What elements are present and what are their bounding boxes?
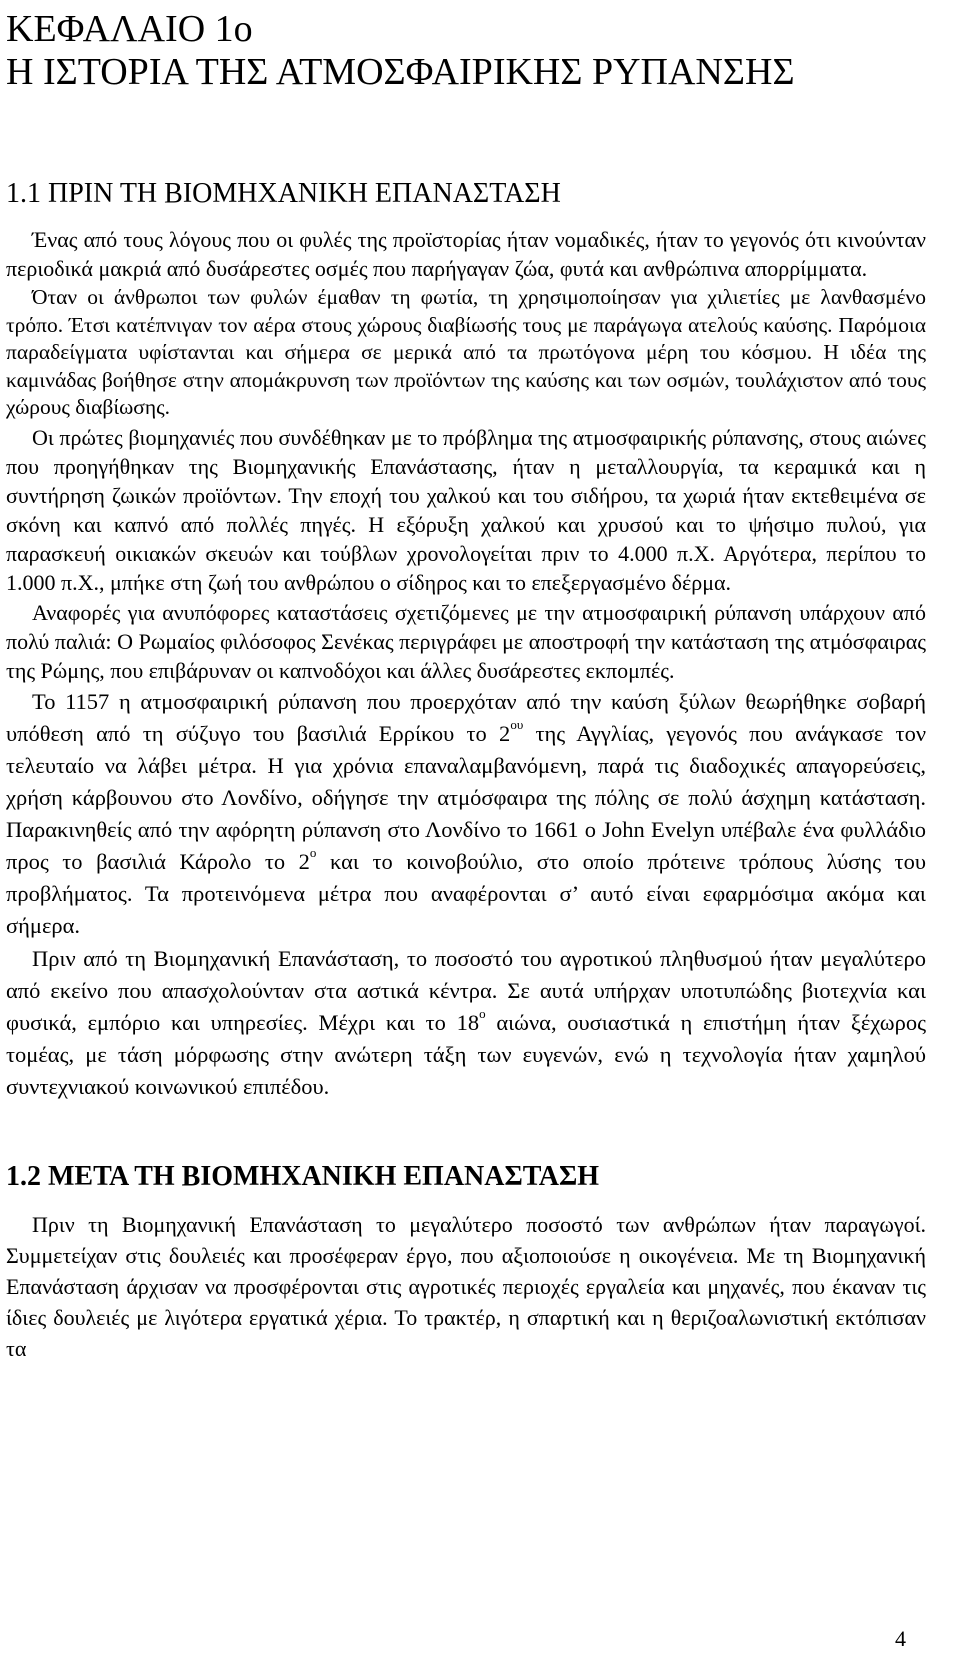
paragraph: Ένας από τους λόγους που οι φυλές της προϊστορίας ήταν νομαδικές, ήταν το γεγονός ότι κινούνταν περιοδικά μακριά από δυσάρεστες οσμές που παρήγαγαν ζώα, φυτά και ανθρώπινα απορρίμματα. — [6, 227, 926, 281]
section-heading-1-2: 1.2 ΜΕΤΑ ΤΗ ΒΙΟΜΗΧΑΝΙΚΗ ΕΠΑΝΑΣΤΑΣΗ — [6, 1160, 600, 1192]
text-run: και το κοινοβούλιο, στο οποίο πρότεινε τρόπους λύσης του προβλήματος. Τα προτεινόμενα μέτρα που αναφέρονται σ’ αυτό είναι εφαρμόσιμα ακόμα και σήμερα. — [6, 848, 926, 938]
paragraph: Αναφορές για ανυπόφορες καταστάσεις σχετιζόμενες με την ατμοσφαιρική ρύπανση υπάρχουν από πολύ παλιά: Ο Ρωμαίος φιλόσοφος Σενέκας περιγράφει με αποστροφή την κατάσταση της ατμόσφαιρας της Ρώμης, που επιβάρυναν οι καπνοδόχοι και άλλες δυσάρεστες εκπομπές. — [6, 599, 926, 683]
superscript: ο — [479, 1006, 486, 1021]
text-run: Πριν από τη Βιομηχανική Επανάσταση, το ποσοστό του αγροτικού πληθυσμού ήταν μεγαλύτερο από εκείνο που απασχολούνταν στα αστικά κέντρα. Σε αυτά υπήρχαν υποτυπώδης βιοτεχνία και φυσικά, εμπόριο και υπηρεσίες. Μέχρι και το 18 — [6, 945, 926, 1035]
chapter-subtitle: Η ΙΣΤΟΡΙΑ ΤΗΣ ΑΤΜΟΣΦΑΙΡΙΚΗΣ ΡΥΠΑΝΣΗΣ — [6, 51, 795, 93]
paragraph — [6, 943, 926, 1103]
superscript: ο — [309, 845, 317, 860]
superscript: ου — [510, 717, 524, 732]
chapter-number: ΚΕΦΑΛΑΙΟ 1ο — [6, 8, 253, 50]
section-1-1-body — [6, 225, 926, 1103]
paragraph: Οι πρώτες βιομηχανιές που συνδέθηκαν με το πρόβλημα της ατμοσφαιρικής ρύπανσης, στους αιώνες που προηγήθηκαν της Βιομηχανικής Επανάστασης, ήταν η μεταλλουργία, τα κεραμικά και η συντήρηση ζωικών προϊόντων. Την εποχή του χαλκού και του σιδήρου, τα χωριά ήταν εκτεθειμένα σε σκόνη και καπνό από πολλές πηγές. Η εξόρυξη χαλκού και χρυσού και το ψήσιμο πυλού, για παρασκευή οικιακών σκευών και τούβλων χρονολογείται πριν το 4.000 π.Χ. Αργότερα, περίπου το 1.000 π.Χ., μπήκε στη ζωή του ανθρώπου ο σίδηρος και το επεξεργασμένο δέρμα. — [6, 424, 926, 595]
text-run: Το 1157 η ατμοσφαιρική ρύπανση που προερχόταν από την καύση ξύλων θεωρήθηκε σοβαρή υπόθεση από τη σύζυγο του βασιλιά Ερρίκου το 2 — [6, 688, 926, 746]
paragraph: Όταν οι άνθρωποι των φυλών έμαθαν τη φωτία, τη χρησιμοποίησαν για χιλιετίες με λανθασμένο τρόπο. Έτσι κατέπνιγαν τον αέρα στους χώρους διαβίωσής τους με παράγωγα ατελούς καύσης. Παρόμοια παραδείγματα υφίστανται και σήμερα σε μερικά από τα πρωτόγονα μέρη του κόσμου. Η ιδέα της καμινάδας βοήθησε στην απομάκρυνση των προϊόντων της καύσης και των οσμών, τουλάχιστον από τους χώρους διαβίωσης. — [6, 285, 926, 419]
page-number: 4 — [895, 1626, 906, 1651]
paragraph — [6, 686, 926, 942]
text-run: αιώνα, ουσιαστικά η επιστήμη ήταν ξέχωρος τομέας, με τάση μόρφωσης στην ανώτερη τάξη των ευγενών, ενώ η τεχνολογία ήταν χαμηλού συντεχνιακού κοινωνικού επιπέδου. — [6, 1009, 926, 1099]
text-run: της Αγγλίας, γεγονός που ανάγκασε τον τελευταίο να λάβει μέτρα. Η για χρόνια επαναλαμβανόμενη, παρά τις διαδοχικές απαγορεύσεις, χρήση κάρβουνου στο Λονδίνο, οδήγησε την ατμόσφαιρα της πόλης σε πολύ άσχημη κατάσταση. Παρακινηθείς από την αφόρητη ρύπανση στο Λονδίνο το 1661 ο John Evelyn υπέβαλε ένα φυλλάδιο προς το βασιλιά Κάρολο το 2 — [6, 720, 927, 874]
chapter-title — [6, 0, 926, 94]
paragraph: Πριν τη Βιομηχανική Επανάσταση το μεγαλύτερο ποσοστό των ανθρώπων ήταν παραγωγοί. Συμμετείχαν στις δουλειές και προσέφεραν έργο, που αξιοποιούσε η οικογένεια. Με τη Βιομηχανική Επανάσταση άρχισαν να προσφέρονται στις αγροτικές περιοχές εργαλεία και μηχανές, που έκαναν τις ίδιες δουλειές με λιγότερα εργατικά χέρια. Το τρακτέρ, η σπαρτική και η θεριζοαλωνιστική εκτόπισαν τα — [6, 1211, 926, 1361]
document-page — [6, 0, 926, 1673]
section-1-2-body — [6, 1209, 926, 1364]
section-heading-1-1: 1.1 ΠΡΙΝ ΤΗ ΒΙΟΜΗΧΑΝΙΚΗ ΕΠΑΝΑΣΤΑΣΗ — [6, 178, 561, 209]
